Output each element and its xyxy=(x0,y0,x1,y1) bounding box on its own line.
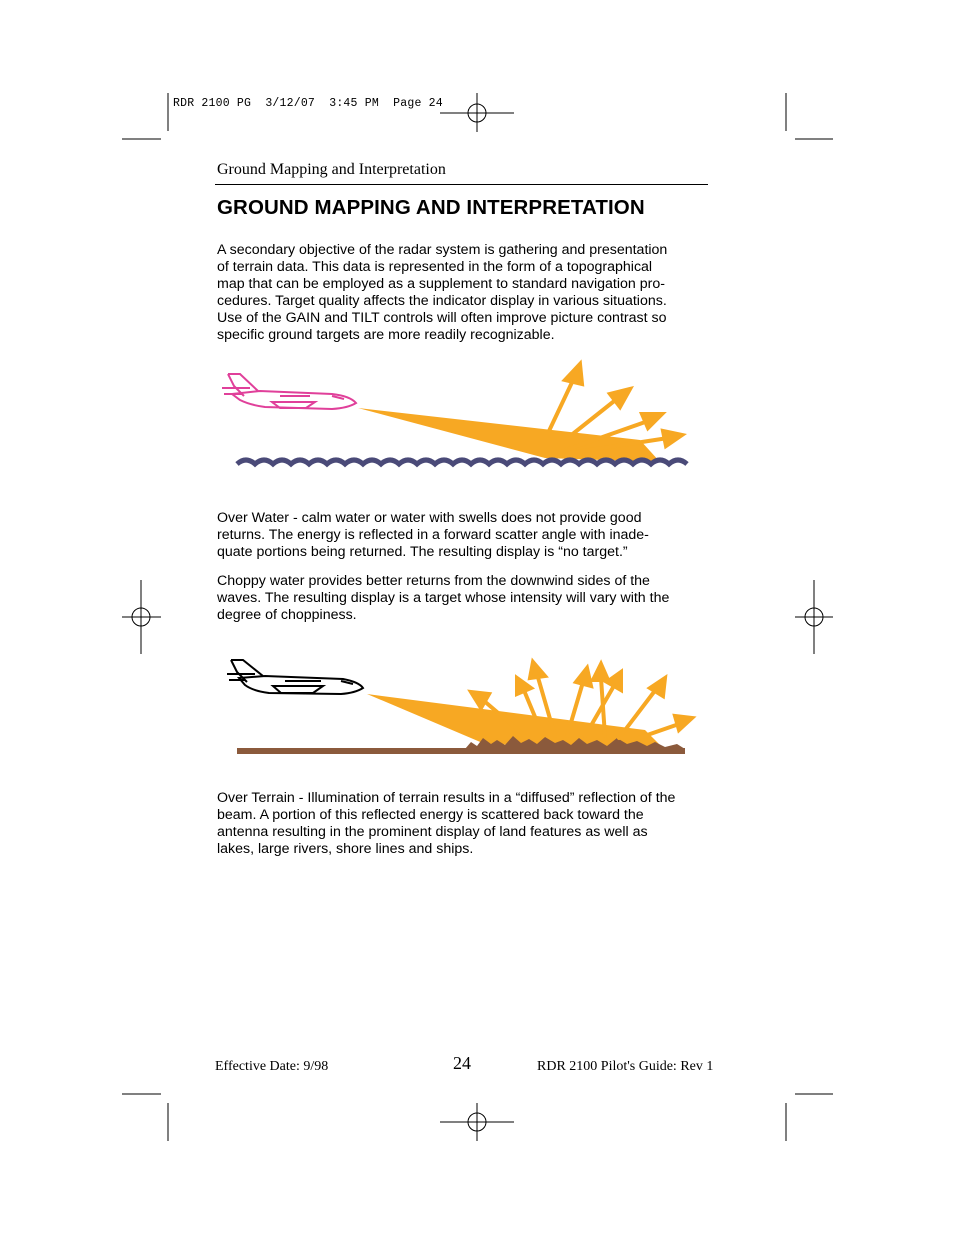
effective-date: Effective Date: 9/98 xyxy=(215,1059,329,1074)
print-slug: RDR 2100 PG 3/12/07 3:45 PM Page 24 xyxy=(173,97,443,110)
page-title: GROUND MAPPING AND INTERPRETATION xyxy=(217,196,645,219)
running-header: Ground Mapping and Interpretation xyxy=(217,161,446,178)
over-terrain-figure xyxy=(225,652,705,762)
page-number: 24 xyxy=(453,1053,471,1073)
over-water-figure xyxy=(220,358,700,478)
guide-title: RDR 2100 Pilot's Guide: Rev 1 xyxy=(537,1059,714,1074)
header-rule xyxy=(215,184,708,185)
over-terrain-paragraph: Over Terrain - Illumination of terrain results in a “diffused” reflection of the beam. A portion of this reflected energy is scattered back toward the antenna resulting in the prominent display of land features as well as lakes, large rivers, shore lines and ships. xyxy=(217,790,676,857)
choppy-water-paragraph: Choppy water provides better returns from the downwind sides of the waves. The resulting display is a target whose intensity will vary with the degree of choppiness. xyxy=(217,573,670,623)
intro-paragraph: A secondary objective of the radar system is gathering and presentation of terrain data. This data is represented in the form of a topographical map that can be employed as a supplement to standard navigation pro- cedures. Target quality affects the indicator display in various situations. Use of the GAIN and TILT controls will often improve picture contrast so specific ground targets are more readily recognizable. xyxy=(217,242,668,343)
over-water-paragraph: Over Water - calm water or water with swells does not provide good returns. The energy is reflected in a forward scatter angle with inade- quate portions being returned. The resulting display is “no target.” xyxy=(217,510,649,560)
